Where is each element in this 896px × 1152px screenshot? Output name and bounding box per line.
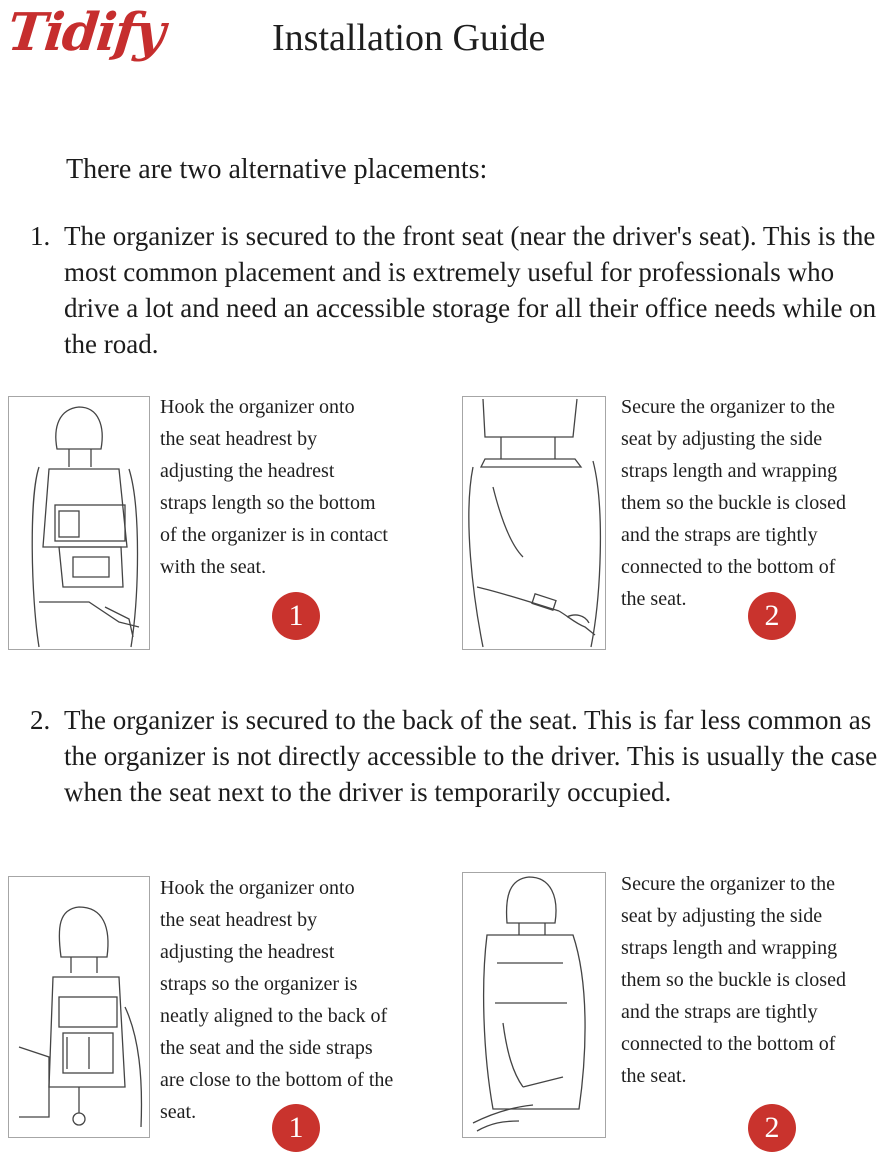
step-badge: 1 — [272, 592, 320, 640]
placement-number: 2. — [30, 705, 51, 735]
step-line: seat. — [160, 1101, 197, 1123]
step-line: Secure the organizer to the — [621, 873, 835, 895]
step-line: adjusting the headrest — [160, 941, 335, 963]
step-line: connected to the bottom of — [621, 556, 836, 578]
step-line: them so the buckle is closed — [621, 969, 846, 991]
placement-description: The organizer is secured to the back of the seat. This is far less common as the organizer is not directly accessible to the driver. This is usually the case when the seat next to the driver is temporarily occupied. — [64, 705, 878, 807]
step-line: of the organizer is in contact — [160, 524, 388, 546]
step-line: neatly aligned to the back of — [160, 1005, 388, 1027]
placement-1 — [30, 218, 880, 362]
step-line: seat by adjusting the side — [621, 428, 823, 450]
step-line: Hook the organizer onto — [160, 396, 355, 418]
step-line: straps length and wrapping — [621, 460, 838, 482]
front-seat-hook-illustration — [8, 396, 150, 650]
step-line: the seat. — [621, 588, 687, 610]
step-2-instructions — [621, 868, 846, 1092]
placement-2 — [30, 702, 880, 810]
step-line: straps length and wrapping — [621, 937, 838, 959]
step-line: Secure the organizer to the — [621, 396, 835, 418]
step-badge: 2 — [748, 592, 796, 640]
step-line: them so the buckle is closed — [621, 492, 846, 514]
back-seat-hook-illustration — [8, 876, 150, 1138]
brand-logo: Tidify — [4, 2, 167, 63]
step-2-instructions — [621, 391, 846, 615]
step-badge: 1 — [272, 1104, 320, 1152]
placement-number: 1. — [30, 221, 51, 251]
step-line: adjusting the headrest — [160, 460, 335, 482]
step-1-instructions — [160, 872, 393, 1128]
step-line: straps so the organizer is — [160, 973, 358, 995]
step-line: the seat headrest by — [160, 909, 318, 931]
intro-text: There are two alternative placements: — [66, 154, 488, 185]
front-seat-strap-illustration — [462, 396, 606, 650]
step-line: and the straps are tightly — [621, 524, 818, 546]
step-badge: 2 — [748, 1104, 796, 1152]
page-title: Installation Guide — [272, 17, 546, 59]
placement-description: The organizer is secured to the front seat (near the driver's seat). This is the most common placement and is extremely useful for professionals who drive a lot and need an accessible storage for all their office needs while on the road. — [64, 221, 877, 359]
back-seat-strap-illustration — [462, 872, 606, 1138]
step-line: straps length so the bottom — [160, 492, 376, 514]
step-line: connected to the bottom of — [621, 1033, 836, 1055]
step-line: with the seat. — [160, 556, 267, 578]
step-line: the seat. — [621, 1065, 687, 1087]
step-line: the seat and the side straps — [160, 1037, 373, 1059]
step-line: seat by adjusting the side — [621, 905, 823, 927]
step-line: the seat headrest by — [160, 428, 318, 450]
step-1-instructions — [160, 391, 388, 583]
step-line: are close to the bottom of the — [160, 1069, 394, 1091]
step-line: Hook the organizer onto — [160, 877, 355, 899]
step-line: and the straps are tightly — [621, 1001, 818, 1023]
